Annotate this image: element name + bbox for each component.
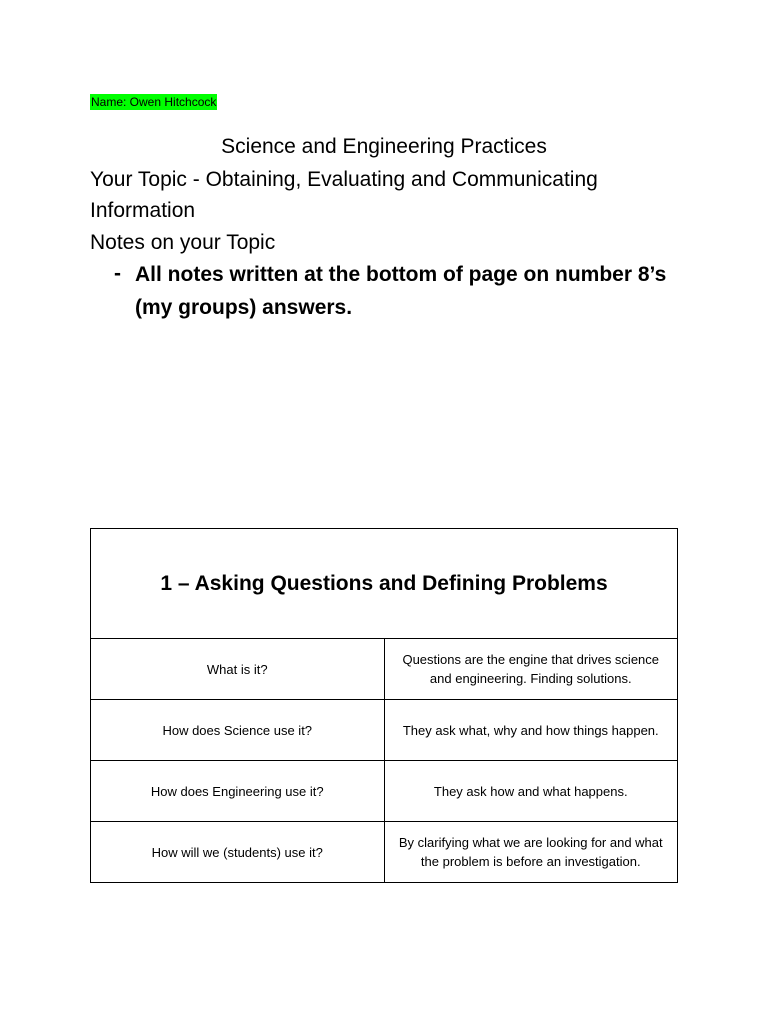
question-cell: What is it?: [91, 639, 385, 700]
topic-heading-line1: Your Topic - Obtaining, Evaluating and Communicating: [90, 168, 598, 191]
table-row: [91, 822, 678, 883]
document-title: Science and Engineering Practices: [221, 135, 547, 158]
question-cell: How does Engineering use it?: [91, 761, 385, 822]
table-row: [91, 639, 678, 700]
table-row: [91, 761, 678, 822]
question-cell: How will we (students) use it?: [91, 822, 385, 883]
question-cell: How does Science use it?: [91, 700, 385, 761]
answer-cell: They ask how and what happens.: [384, 761, 678, 822]
answer-cell: They ask what, why and how things happen.: [384, 700, 678, 761]
practice-table: [90, 528, 678, 883]
answer-cell: Questions are the engine that drives science and engineering. Finding solutions.: [384, 639, 678, 700]
bullet-marker: -: [114, 262, 121, 285]
notes-bullet-text: All notes written at the bottom of page on number 8’s (my groups) answers.: [135, 263, 667, 319]
topic-heading-line2: Information: [90, 199, 196, 222]
student-name-label: Name: Owen Hitchcock: [91, 95, 217, 109]
table-heading: 1 – Asking Questions and Defining Problems: [91, 529, 678, 639]
table-row: [91, 700, 678, 761]
notes-heading: Notes on your Topic: [90, 231, 276, 254]
table-header-row: [91, 529, 678, 639]
answer-cell: By clarifying what we are looking for and what the problem is before an investigation.: [384, 822, 678, 883]
